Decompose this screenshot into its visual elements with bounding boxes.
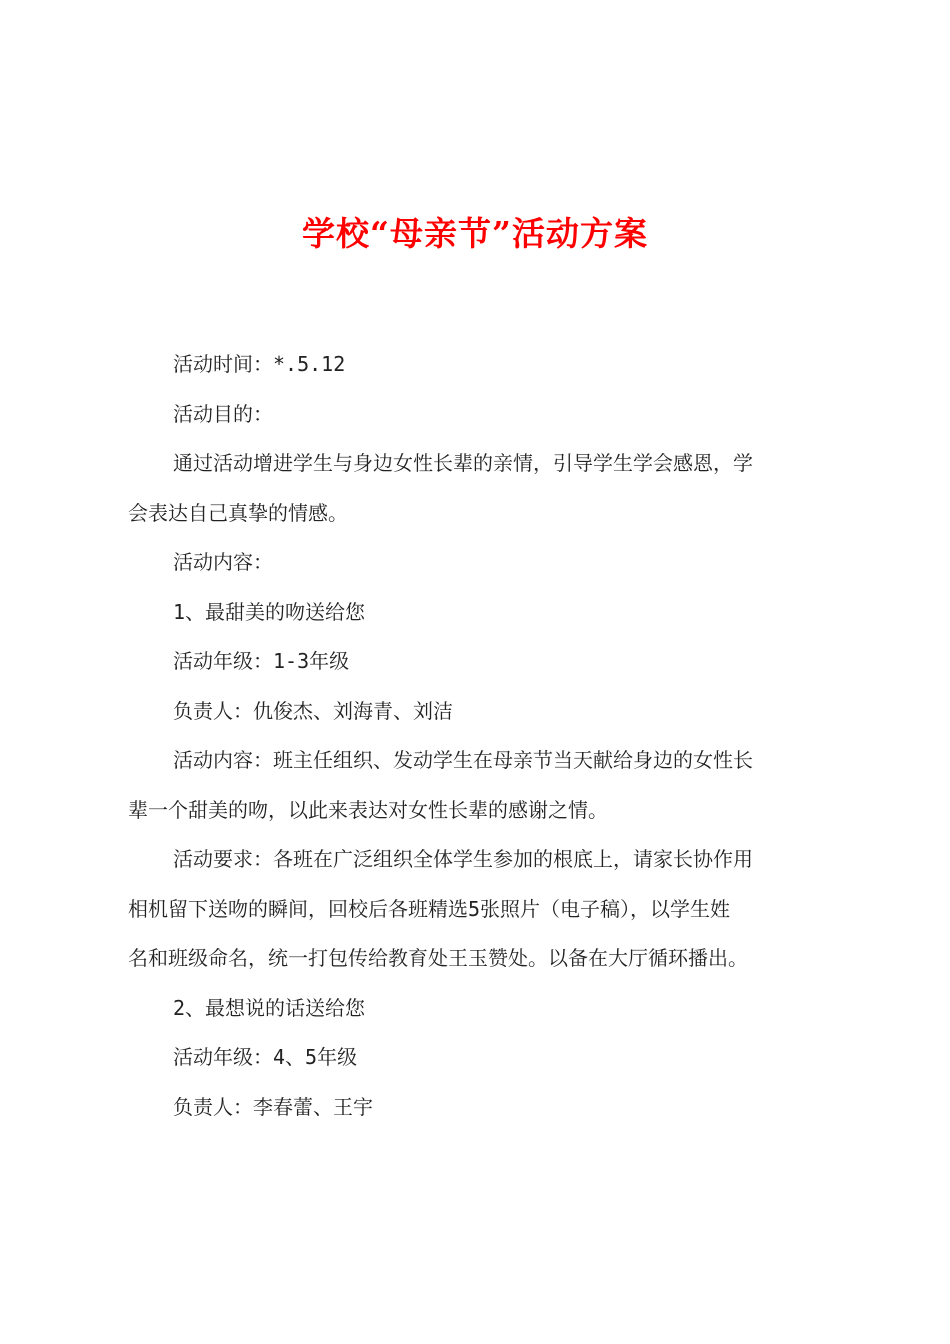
paragraph-line: 名和班级命名，统一打包传给教育处王玉赞处。以备在大厅循环播出。 [128,946,748,970]
paragraph-activity-purpose [128,439,833,538]
paragraph-line: 活动内容： [173,550,273,574]
document-title: 学校“母亲节”活动方案 [302,214,648,253]
section-heading-1 [173,588,833,638]
paragraph-line: 辈一个甜美的吻，以此来表达对女性长辈的感谢之情。 [128,797,608,822]
paragraph-content-1 [128,736,833,835]
paragraph-grade-2 [173,1033,833,1083]
paragraph-line: 相机留下送吻的瞬间，回校后各班精选5张照片（电子稿），以学生姓 [128,896,731,921]
paragraph-line: 活动要求：各班在广泛组织全体学生参加的根底上，请家长协作用 [173,847,753,871]
paragraph-line: 活动年级：1-3年级 [173,649,350,673]
paragraph-line: 2、最想说的话送给您 [173,995,366,1020]
paragraph-responsible-1 [173,687,833,737]
paragraph-line: 活动年级：4、5年级 [173,1045,358,1069]
paragraph-line: 负责人：李春蕾、王宇 [173,1094,373,1119]
section-heading-2 [173,984,833,1034]
paragraph-line: 活动内容：班主任组织、发动学生在母亲节当天献给身边的女性长 [173,748,753,772]
paragraph-requirement-1 [128,835,833,984]
paragraph-activity-time [173,340,833,390]
paragraph-activity-content-heading [173,538,833,588]
paragraph-activity-purpose-heading [173,390,833,440]
document-body [128,340,833,1132]
paragraph-line: 负责人：仇俊杰、刘海青、刘洁 [173,698,453,723]
paragraph-line: 会表达自己真挚的情感。 [128,500,348,525]
paragraph-grade-1 [173,637,833,687]
paragraph-responsible-2 [173,1083,833,1133]
paragraph-line: 活动时间：*.5.12 [173,352,346,376]
paragraph-line: 通过活动增进学生与身边女性长辈的亲情，引导学生学会感恩，学 [173,451,753,475]
paragraph-line: 活动目的： [173,401,273,426]
paragraph-line: 1、最甜美的吻送给您 [173,599,366,624]
